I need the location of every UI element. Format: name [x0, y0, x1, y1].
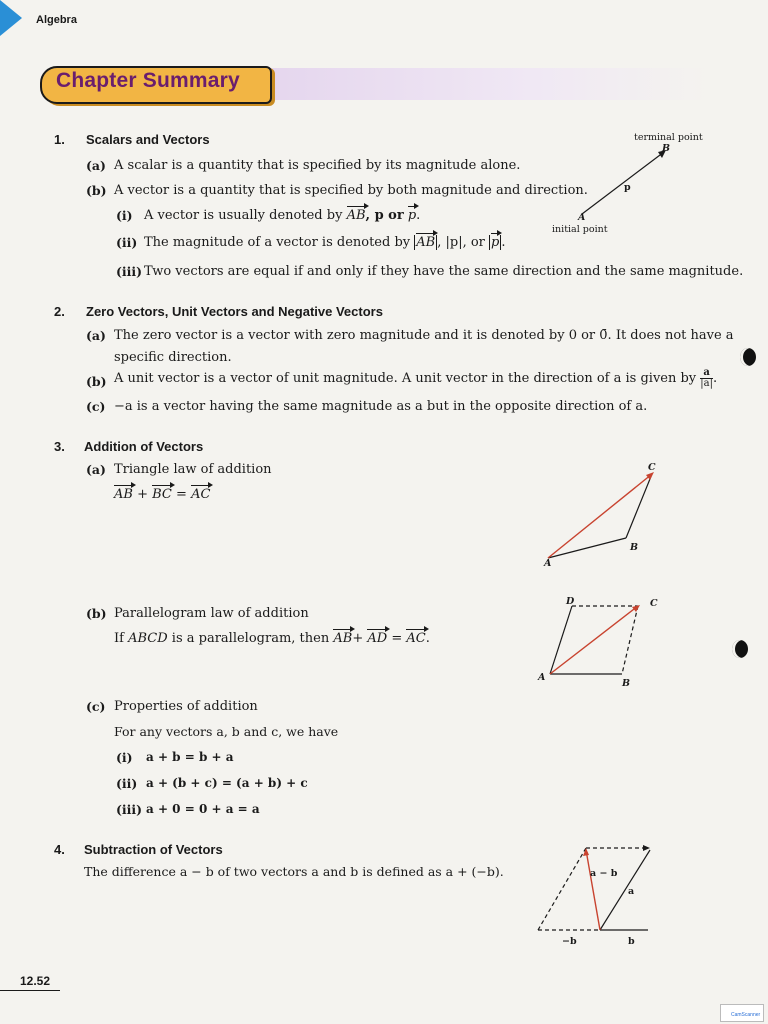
s1-a-label: (a) [86, 158, 106, 173]
a-line [600, 850, 650, 930]
s4-text: The difference a − b of two vectors a and b is defined as a + (−b). [84, 864, 504, 879]
s3-c-intro: For any vectors a, b and c, we have [114, 724, 339, 739]
s1-i-label: (i) [116, 208, 133, 223]
a-minus-b-line [586, 850, 600, 930]
s2-b-text [114, 368, 717, 389]
s3-c-label: (c) [86, 699, 106, 714]
terminal-point-label: terminal point [634, 132, 703, 143]
point-a-label: A [578, 212, 586, 223]
top-arrowhead [643, 845, 650, 851]
parallelogram-law-equation [114, 631, 430, 646]
scanner-watermark [720, 1004, 764, 1022]
para-c-label: C [650, 598, 658, 609]
s1-ii-text [144, 235, 506, 250]
section-4-number: 4. [54, 842, 65, 857]
pl-plus: + [352, 631, 364, 646]
s2-b-text-main: A unit vector is a vector of unit magnitude. A unit vector in the direction of a is given by [114, 371, 697, 386]
s3-c-text: Properties of addition [114, 699, 258, 714]
magnitude-p: p [491, 235, 500, 250]
section-2-number: 2. [54, 304, 65, 319]
eq-bc: BC [152, 487, 172, 502]
triangle-law-equation [114, 487, 210, 502]
sub-a-label: a [628, 886, 635, 897]
ac-arrowhead [646, 472, 654, 480]
prop-1-label: (i) [116, 750, 133, 765]
para-d-label: D [566, 596, 575, 607]
unit-vector-fraction [700, 368, 713, 389]
s2-a-line1: The zero vector is a vector with zero magnitude and it is denoted by 0 or 0̄. It does not have a [114, 328, 734, 343]
s1-b-text: A vector is a quantity that is specified by both magnitude and direction. [114, 183, 588, 198]
s1-ii-end: . [501, 235, 506, 250]
binder-hole-icon [740, 348, 756, 366]
vector-p-label: p [624, 182, 631, 193]
s1-i-mid: , p or [365, 208, 404, 223]
prop-2-label: (ii) [116, 776, 138, 791]
point-b-label: B [662, 143, 671, 154]
page-number: 12.52 [20, 974, 51, 988]
s3-b-text: Parallelogram law of addition [114, 606, 309, 621]
section-1-title: Scalars and Vectors [86, 132, 210, 147]
section-4-title: Subtraction of Vectors [84, 842, 223, 857]
vector-ab-line [582, 152, 664, 214]
prop-1-text: a + b = b + a [146, 750, 234, 764]
pl-ac: AC [406, 631, 426, 646]
triangle-diagram [530, 460, 680, 580]
s2-c-text: −a is a vector having the same magnitude as a but in the opposite direction of a. [114, 399, 648, 414]
side-bc [626, 474, 652, 538]
sub-amb-label: a − b [590, 868, 618, 879]
s1-b-label: (b) [86, 183, 107, 198]
eq-ab: AB [114, 487, 133, 502]
vector-p: p [407, 208, 417, 223]
para-a-label: A [538, 672, 546, 683]
eq-ac: AC [191, 487, 211, 502]
pl-abcd: ABCD [128, 631, 168, 646]
fraction-denominator: |a| [700, 378, 713, 389]
running-header: Algebra [36, 14, 77, 26]
s3-a-label: (a) [86, 462, 106, 477]
tri-b-label: B [630, 542, 639, 553]
s1-ii-label: (ii) [116, 235, 138, 250]
vector-ab: AB [346, 208, 366, 223]
prop-3-label: (iii) [116, 802, 143, 817]
pl-mid: is a parallelogram, then [171, 631, 330, 646]
section-3-title: Addition of Vectors [84, 439, 204, 454]
magnitude-ab: AB [416, 235, 436, 250]
s1-i-pre: A vector is usually denoted by [144, 208, 343, 223]
s2-a-line2: specific direction. [114, 350, 232, 365]
prop-2-text: a + (b + c) = (a + b) + c [146, 776, 308, 790]
section-3-number: 3. [54, 439, 65, 454]
amb-arrowhead [583, 848, 589, 856]
para-b-label: B [622, 678, 631, 689]
s3-b-label: (b) [86, 606, 107, 621]
s3-a-text: Triangle law of addition [114, 462, 272, 477]
prop-3-text: a + 0 = 0 + a = a [146, 802, 260, 816]
eq-plus: + [137, 487, 148, 502]
s1-ii-mid: , |p|, or [437, 235, 485, 250]
parallelogram-diagram [530, 596, 680, 686]
pl-ab: AB [333, 631, 353, 646]
tri-a-label: A [544, 558, 552, 569]
s1-ii-pre: The magnitude of a vector is denoted by [144, 235, 411, 250]
corner-tab-icon [0, 0, 22, 36]
section-1-number: 1. [54, 132, 65, 147]
chapter-title: Chapter Summary [56, 69, 240, 92]
s2-b-label: (b) [86, 374, 107, 389]
s1-iii-text: Two vectors are equal if and only if they have the same direction and the same magnitude. [144, 264, 744, 279]
left-dashed [538, 848, 586, 930]
eq-equals: = [176, 487, 187, 502]
s2-b-end: . [713, 371, 718, 386]
s1-a-text: A scalar is a quantity that is specified by its magnitude alone. [114, 158, 521, 173]
pl-equals: = [391, 631, 403, 646]
banner-tail [268, 68, 708, 100]
subtraction-diagram [530, 838, 670, 948]
sub-negb-label: −b [562, 936, 577, 947]
pl-end: . [425, 631, 430, 646]
section-2-title: Zero Vectors, Unit Vectors and Negative Vectors [86, 304, 383, 319]
s2-c-label: (c) [86, 399, 106, 414]
fraction-numerator: a [700, 368, 713, 379]
pl-ad: AD [367, 631, 388, 646]
s1-i-text [144, 208, 420, 223]
pl-pre: If [114, 631, 124, 646]
s1-iii-label: (iii) [116, 264, 143, 279]
initial-point-label: initial point [552, 224, 608, 235]
diag-arrowhead [632, 605, 640, 612]
binder-hole-icon [732, 640, 748, 658]
s1-i-end: . [416, 208, 421, 223]
sub-b-label: b [628, 936, 635, 947]
tri-c-label: C [648, 462, 656, 473]
scanner-text: CamScanner [731, 1012, 761, 1018]
page-number-rule [0, 990, 60, 991]
s2-a-label: (a) [86, 328, 106, 343]
side-ad [550, 606, 572, 674]
